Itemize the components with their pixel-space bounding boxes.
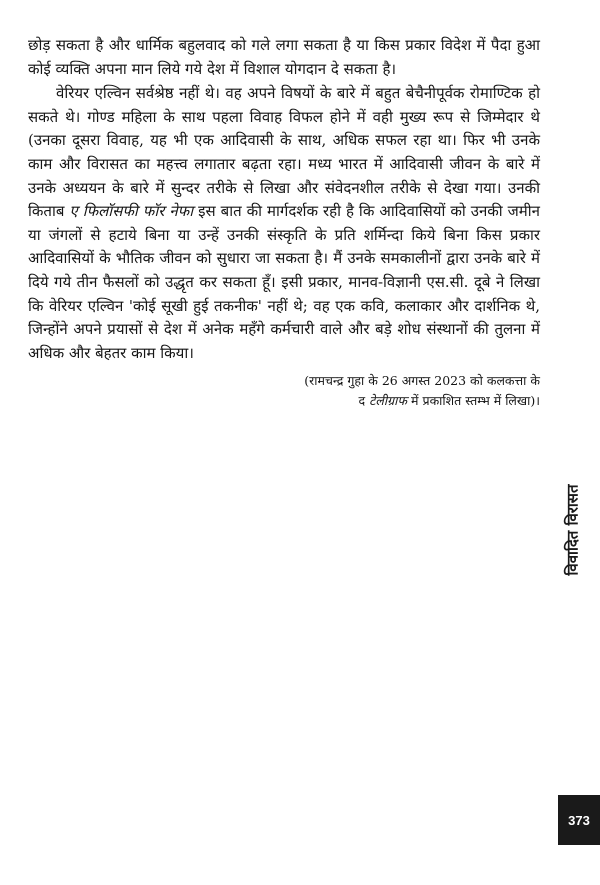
body-text bbox=[28, 34, 540, 411]
chapter-side-title bbox=[557, 470, 587, 590]
citation-line-1: (रामचन्द्र गुहा के 26 अगस्त 2023 को कलकत्ता के bbox=[304, 373, 540, 389]
paragraph-continued: छोड़ सकता है और धार्मिक बहुलवाद को गले लगा सकता है या किस प्रकार विदेश में पैदा हुआ कोई व्यक्ति अपना मान लिये गये देश में विशाल योगदान दे सकता है। bbox=[28, 36, 540, 78]
citation-suffix: में प्रकाशित स्तम्भ में लिखा)। bbox=[411, 393, 540, 409]
chapter-side-title-text: विवादित विरासत bbox=[563, 484, 582, 576]
citation-newspaper: टेलीग्राफ bbox=[369, 393, 408, 409]
paragraph-elwin-part-1: वेरियर एल्विन सर्वश्रेष्ठ नहीं थे। वह अपने विषयों के बारे में बहुत बेचैनीपूर्वक रोमाण्टिक हो सकते थे। गोण्ड महिला के साथ पहला विवाह विफल होने में वही मुख्य रूप से जिम्मेदार थे (उनका दूसरा विवाह, यह भी एक आदिवासी के साथ, अधिक सफल रहा था। फिर भी उनके काम और विरासत का महत्त्व लगातार बढ़ता रहा। मध्य भारत में आदिवासी जीवन के बारे में उनके अध्ययन के बारे में सुन्दर तरीके से लिखा और संवेदनशील तरीके से देखा गया। उनकी किताब bbox=[28, 84, 540, 221]
book-title: ए फिलॉसफी फॉर नेफा bbox=[69, 202, 194, 221]
citation bbox=[28, 371, 540, 411]
paragraph-elwin-part-2: इस बात की मार्गदर्शक रही है कि आदिवासियों को उनकी जमीन या जंगलों से हटाये बिना या उन्हें उनकी संस्कृति के प्रति शर्मिन्दा किये बिना किस प्रकार आदिवासियों के भौतिक जीवन को सुधारा जा सकता है। मैं उनके समकालीनों द्वारा उनके बारे में दिये गये तीन फैसलों को उद्धृत कर सकता हूँ। इसी प्रकार, मानव-विज्ञानी एस.सी. दूबे ने लिखा कि वेरियर एल्विन 'कोई सूखी हुई तकनीक' नहीं थे; वह एक कवि, कलाकार और दार्शनिक थे, जिन्होंने अपने प्रयासों से देश में अनेक महँगे कर्मचारी वाले और बड़े शोध संस्थानों की तुलना में अधिक और बेहतर काम किया। bbox=[28, 202, 540, 362]
page-number: 373 bbox=[558, 795, 600, 845]
paragraph-elwin bbox=[28, 82, 540, 365]
citation-prefix: द bbox=[358, 393, 366, 409]
